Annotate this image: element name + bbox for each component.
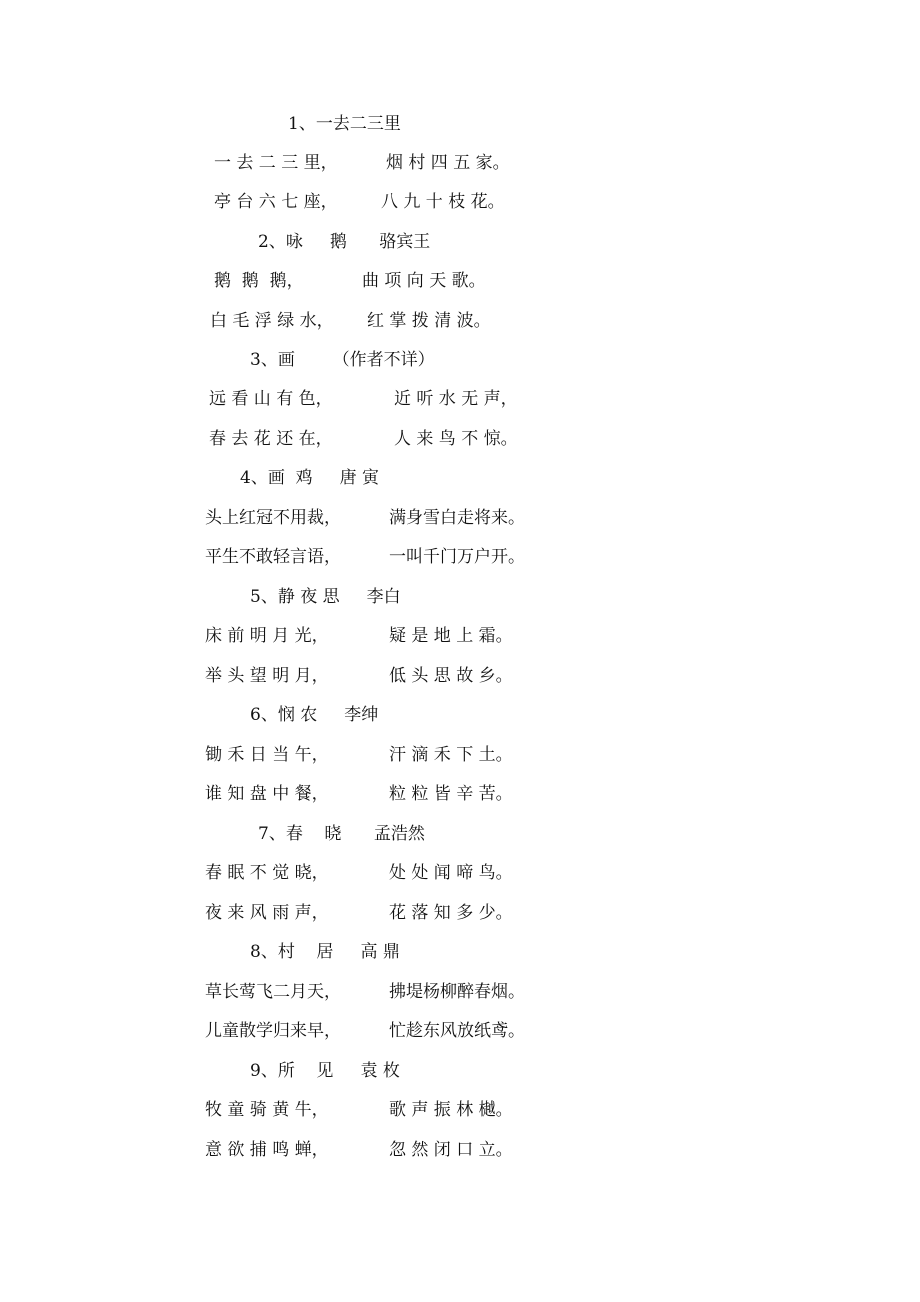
poem-line-first-half: 亭 台 六 七 座， bbox=[214, 192, 338, 212]
poem-title: 8、村 居 高 鼎 bbox=[250, 942, 400, 962]
poem-line-first-half: 白 毛 浮 绿 水， bbox=[210, 311, 334, 331]
poem-line-first-half: 牧 童 骑 黄 牛， bbox=[205, 1100, 329, 1120]
poem-line-second-half: 疑 是 地 上 霜。 bbox=[389, 626, 513, 646]
poem-line-first-half: 头上红冠不用裁， bbox=[205, 508, 341, 528]
poem-line-first-half: 举 头 望 明 月， bbox=[205, 666, 329, 686]
poem-line-first-half: 平生不敢轻言语， bbox=[205, 547, 341, 567]
poem-line-first-half: 锄 禾 日 当 午， bbox=[205, 745, 329, 765]
poem-title: 6、悯 农 李绅 bbox=[250, 705, 379, 725]
poem-line-second-half: 烟 村 四 五 家。 bbox=[386, 153, 510, 173]
poem-line-first-half: 春 眠 不 觉 晓， bbox=[205, 863, 329, 883]
poem-line-second-half: 处 处 闻 啼 鸟。 bbox=[389, 863, 513, 883]
poem-title: 1、一去二三里 bbox=[288, 114, 401, 134]
poem-line-first-half: 鹅 鹅 鹅， bbox=[214, 271, 304, 291]
poem-title: 5、静 夜 思 李白 bbox=[250, 587, 401, 607]
poem-line-first-half: 床 前 明 月 光， bbox=[205, 626, 329, 646]
poem-title: 4、画 鸡 唐 寅 bbox=[240, 468, 380, 488]
poem-title: 2、咏 鹅 骆宾王 bbox=[258, 232, 431, 252]
poem-line-second-half: 忽 然 闭 口 立。 bbox=[389, 1140, 513, 1160]
poem-line-second-half: 花 落 知 多 少。 bbox=[389, 903, 513, 923]
poem-line-second-half: 一叫千门万户开。 bbox=[389, 547, 525, 567]
poem-line-second-half: 近 听 水 无 声， bbox=[394, 389, 518, 409]
poem-line-first-half: 远 看 山 有 色， bbox=[209, 389, 333, 409]
poem-line-second-half: 八 九 十 枝 花。 bbox=[381, 192, 505, 212]
poem-line-second-half: 人 来 鸟 不 惊。 bbox=[394, 429, 518, 449]
poem-title: 3、画 （作者不详） bbox=[250, 350, 435, 370]
poem-line-second-half: 粒 粒 皆 辛 苦。 bbox=[389, 784, 513, 804]
poem-line-second-half: 拂堤杨柳醉春烟。 bbox=[389, 982, 525, 1002]
poem-line-second-half: 歌 声 振 林 樾。 bbox=[389, 1100, 513, 1120]
poem-line-first-half: 意 欲 捕 鸣 蝉， bbox=[205, 1140, 329, 1160]
poem-title: 9、所 见 袁 枚 bbox=[250, 1061, 400, 1081]
poem-line-second-half: 忙趁东风放纸鸢。 bbox=[389, 1021, 525, 1041]
poem-line-first-half: 儿童散学归来早， bbox=[205, 1021, 341, 1041]
poem-line-first-half: 谁 知 盘 中 餐， bbox=[205, 784, 329, 804]
poem-title: 7、春 晓 孟浩然 bbox=[258, 824, 425, 844]
poem-line-second-half: 红 掌 拨 清 波。 bbox=[367, 311, 491, 331]
poem-line-first-half: 一 去 二 三 里， bbox=[214, 153, 338, 173]
poem-line-second-half: 汗 滴 禾 下 土。 bbox=[389, 745, 513, 765]
poem-line-first-half: 春 去 花 还 在， bbox=[209, 429, 333, 449]
poem-line-first-half: 夜 来 风 雨 声， bbox=[205, 903, 329, 923]
poem-line-second-half: 曲 项 向 天 歌。 bbox=[362, 271, 486, 291]
poem-line-second-half: 满身雪白走将来。 bbox=[389, 508, 525, 528]
poem-line-first-half: 草长莺飞二月天， bbox=[205, 982, 341, 1002]
poem-line-second-half: 低 头 思 故 乡。 bbox=[389, 666, 513, 686]
